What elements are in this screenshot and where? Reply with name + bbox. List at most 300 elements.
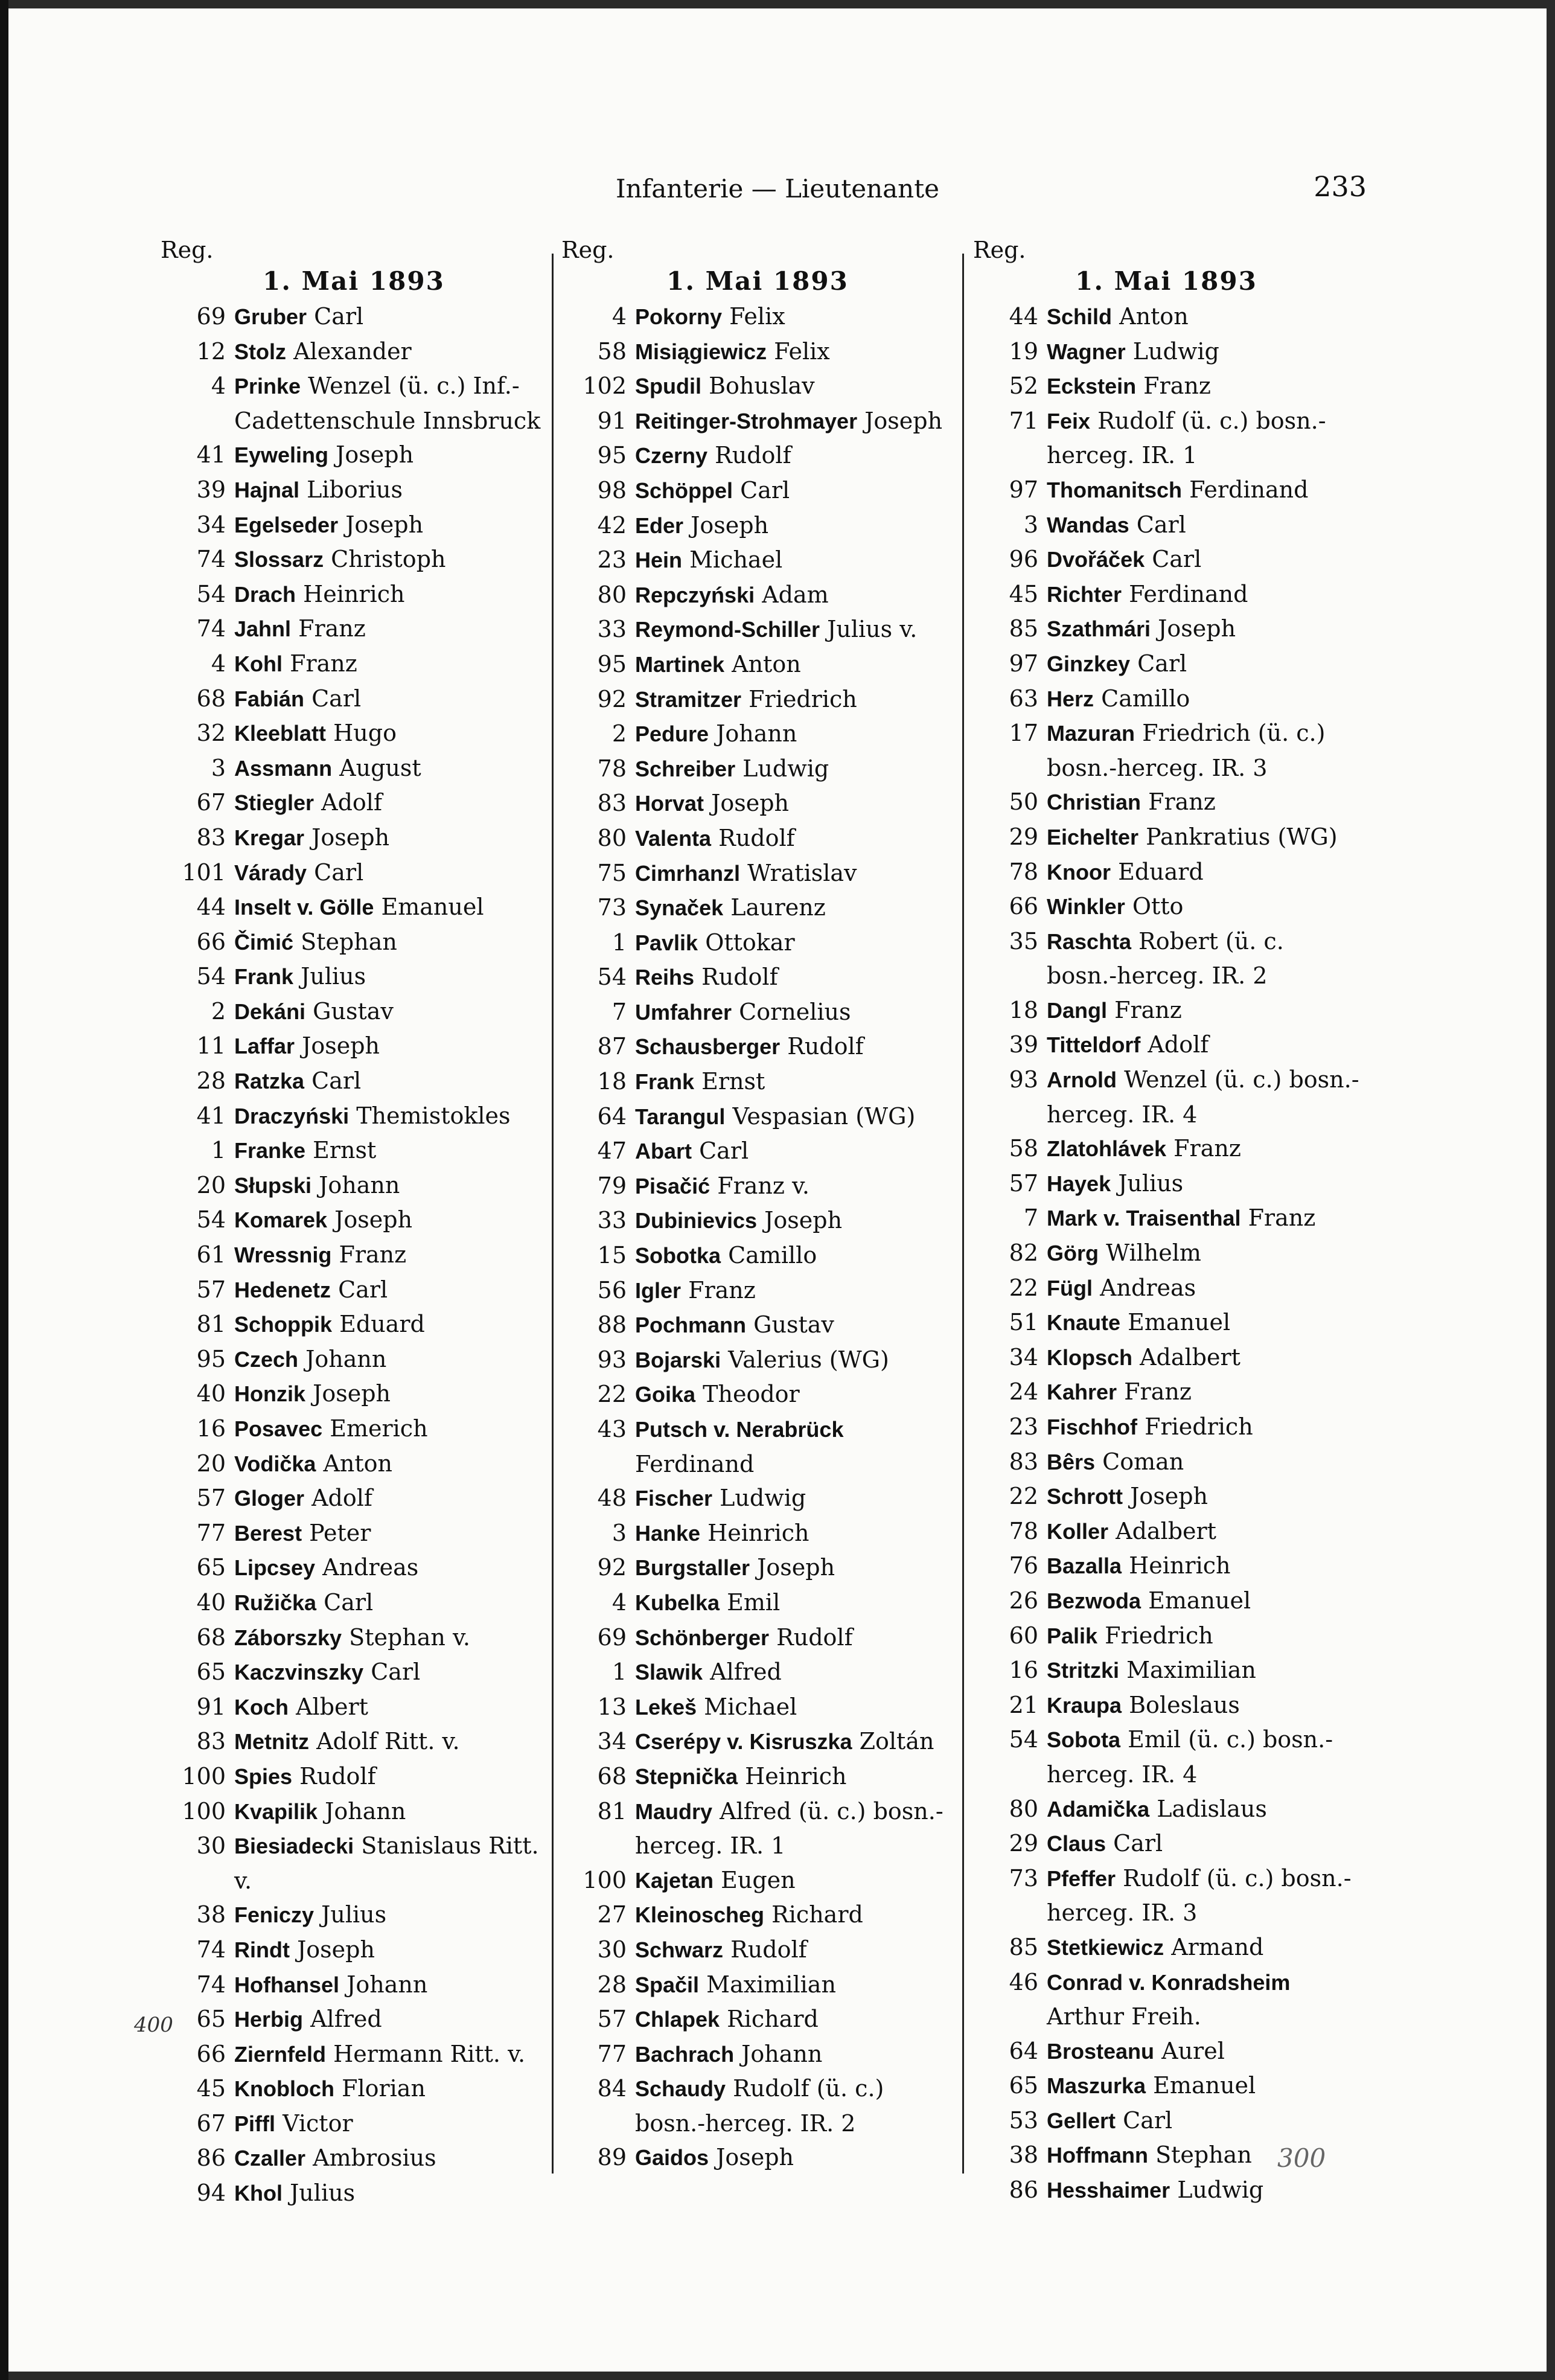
officer-name	[1047, 612, 1359, 647]
surname: Hayek	[1047, 1171, 1111, 1196]
given-name: Carl	[1136, 511, 1186, 538]
given-name: Johann	[741, 2040, 823, 2067]
regiment-number: 43	[597, 1416, 627, 1442]
surname: Horvat	[635, 791, 704, 816]
regiment-number: 65	[196, 2006, 226, 2033]
surname: Czech	[234, 1346, 299, 1372]
officer-name	[635, 1377, 954, 1412]
surname: Honzik	[234, 1381, 306, 1407]
regiment-number: 92	[597, 685, 627, 712]
list-item	[161, 1690, 547, 1725]
list-item	[973, 612, 1359, 647]
date-heading: 1. Mai 1893	[666, 266, 849, 296]
surname: Conrad v. Konradsheim	[1047, 1969, 1291, 1995]
surname: Reitinger-Strohmayer	[635, 408, 858, 433]
surname: Repczyński	[635, 582, 755, 607]
list-item	[561, 438, 954, 473]
officer-name	[635, 1169, 954, 1204]
regiment-number: 93	[1009, 1066, 1038, 1093]
date-heading: 1. Mai 1893	[1075, 266, 1257, 296]
given-name: Coman	[1102, 1448, 1184, 1475]
surname: Goika	[635, 1382, 696, 1407]
officer-name	[635, 612, 954, 647]
given-name: Alfred	[710, 1659, 782, 1686]
list-item	[973, 1584, 1359, 1619]
given-name: Heinrich	[707, 1519, 809, 1546]
list-item	[973, 889, 1359, 924]
given-name: Gustav	[313, 997, 394, 1025]
given-name: Joseph	[334, 1206, 413, 1233]
regiment-number: 96	[1009, 546, 1038, 573]
list-item	[161, 1133, 547, 1168]
list-item	[973, 1549, 1359, 1584]
officer-name	[635, 1620, 954, 1655]
regiment-number: 42	[597, 511, 627, 539]
given-name: Julius	[1118, 1169, 1184, 1197]
given-name: Rudolf	[718, 824, 795, 851]
given-name: Ferdinand	[1189, 476, 1309, 503]
surname: Berest	[234, 1520, 302, 1546]
officer-name	[234, 1690, 547, 1725]
officer-name	[635, 1933, 954, 1968]
list-item	[561, 786, 954, 821]
regiment-number: 94	[196, 2180, 226, 2207]
given-name: Andreas	[322, 1554, 419, 1581]
list-item	[973, 1445, 1359, 1480]
list-item	[561, 821, 954, 856]
surname: Feniczy	[234, 1902, 315, 1928]
regiment-number: 100	[583, 1866, 627, 1893]
regiment-number: 79	[597, 1172, 627, 1199]
surname: Jahnl	[234, 616, 292, 642]
surname: Synaček	[635, 895, 724, 921]
given-name: Florian	[342, 2075, 426, 2102]
regiment-number: 22	[1009, 1483, 1038, 1510]
list-item	[973, 993, 1359, 1028]
given-name: Maximilian	[706, 1971, 836, 1998]
officer-name	[234, 925, 547, 960]
regiment-number: 66	[196, 928, 226, 955]
surname: Brosteanu	[1047, 2038, 1155, 2064]
officer-name	[234, 2037, 547, 2072]
given-name: Joseph	[1158, 615, 1236, 642]
officer-name	[635, 1308, 954, 1343]
officer-name	[234, 1342, 547, 1377]
regiment-number: 66	[196, 2040, 226, 2067]
list-item	[973, 1514, 1359, 1549]
regiment-number: 58	[597, 337, 627, 365]
officer-name	[234, 369, 547, 438]
officer-name	[1047, 855, 1359, 890]
given-name: Johann	[319, 1171, 400, 1198]
surname: Kregar	[234, 825, 305, 850]
entry-list	[973, 299, 1359, 2208]
regiment-number: 83	[196, 1728, 226, 1755]
regiment-number: 3	[211, 754, 226, 781]
list-item	[161, 1585, 547, 1620]
list-item	[161, 682, 547, 717]
list-item	[161, 1029, 547, 1064]
list-item	[561, 1933, 954, 1968]
officer-name	[234, 1064, 547, 1099]
given-name: Emil	[727, 1588, 781, 1616]
officer-name	[635, 1794, 954, 1863]
list-item	[973, 1723, 1359, 1791]
regiment-number: 65	[196, 1659, 226, 1686]
regiment-number: 69	[196, 303, 226, 330]
officer-name	[234, 890, 547, 925]
regiment-number: 11	[196, 1032, 226, 1060]
regiment-number: 71	[1009, 407, 1038, 434]
surname: Herz	[1047, 686, 1094, 711]
regiment-number: 22	[597, 1381, 627, 1408]
list-item	[561, 2140, 954, 2175]
date-heading: 1. Mai 1893	[263, 266, 445, 296]
officer-name	[635, 508, 954, 543]
given-name: Joseph	[345, 511, 424, 538]
officer-name	[234, 994, 547, 1029]
surname: Frank	[635, 1069, 695, 1095]
officer-name	[234, 2002, 547, 2037]
given-name: Franz	[290, 650, 357, 677]
surname: Palik	[1047, 1623, 1098, 1648]
given-name: Otto	[1132, 893, 1184, 920]
officer-name	[234, 1759, 547, 1794]
given-name: Emanuel	[1148, 1587, 1251, 1614]
officer-name	[635, 682, 954, 717]
list-item	[161, 1273, 547, 1308]
surname: Kleeblatt	[234, 721, 327, 746]
officer-name	[635, 438, 954, 473]
given-name: Joseph	[302, 1032, 380, 1060]
surname: Hesshaimer	[1047, 2178, 1170, 2203]
list-item	[561, 1898, 954, 1933]
column-3	[973, 237, 1359, 2208]
given-name: Emerich	[330, 1415, 428, 1442]
regiment-number: 76	[1009, 1552, 1038, 1579]
list-item	[161, 1447, 547, 1482]
list-item	[973, 785, 1359, 820]
given-name: Victor	[283, 2110, 353, 2137]
regiment-number: 78	[597, 755, 627, 782]
officer-name	[1047, 577, 1359, 612]
officer-name	[635, 1690, 954, 1725]
regiment-number: 88	[597, 1311, 627, 1339]
regiment-number: 65	[1009, 2072, 1038, 2099]
list-item	[973, 1861, 1359, 1930]
officer-name	[1047, 1549, 1359, 1584]
surname: Mark v. Traisenthal	[1047, 1206, 1241, 1231]
given-name: Valerius (WG)	[728, 1346, 889, 1373]
officer-name	[635, 2071, 954, 2140]
regiment-number: 4	[211, 650, 226, 677]
surname: Khol	[234, 2181, 283, 2206]
given-name: Franz	[1173, 1135, 1241, 1162]
officer-name	[234, 647, 547, 682]
given-name: Richard	[771, 1901, 863, 1928]
given-name: Christoph	[331, 546, 446, 573]
list-item	[161, 542, 547, 577]
list-item	[561, 1099, 954, 1134]
regiment-number: 73	[597, 894, 627, 921]
regiment-number: 78	[1009, 858, 1038, 885]
surname: Dubinievics	[635, 1208, 758, 1233]
given-name: Laurenz	[730, 894, 826, 921]
surname: Schöppel	[635, 478, 733, 503]
given-name: Franz	[298, 615, 366, 642]
list-item	[561, 2002, 954, 2037]
regiment-number: 15	[597, 1242, 627, 1269]
regiment-number: 85	[1009, 1933, 1038, 1960]
surname: Lipcsey	[234, 1555, 316, 1581]
list-item	[161, 577, 547, 612]
regiment-number: 74	[196, 1971, 226, 1998]
officer-name	[635, 2002, 954, 2037]
list-item	[973, 1688, 1359, 1723]
regiment-number: 80	[597, 824, 627, 851]
surname: Arnold	[1047, 1067, 1117, 1093]
officer-name	[234, 1307, 547, 1342]
given-name: Friedrich (ü. c.) bosn.-herceg. IR. 3	[1047, 720, 1326, 781]
regiment-number: 23	[1009, 1413, 1038, 1440]
column-divider-1	[552, 254, 554, 2174]
officer-name	[1047, 473, 1359, 508]
list-item	[561, 1724, 954, 1759]
surname: Biesiadecki	[234, 1834, 354, 1859]
list-item	[161, 1550, 547, 1585]
list-item	[973, 2103, 1359, 2138]
regiment-number: 26	[1009, 1587, 1038, 1614]
list-item	[161, 1342, 547, 1377]
handwritten-page-note: 300	[1277, 2143, 1326, 2173]
given-name: Ludwig	[720, 1485, 806, 1512]
regiment-number: 54	[1009, 1726, 1038, 1753]
list-item	[973, 1930, 1359, 1965]
surname: Stramitzer	[635, 686, 742, 712]
officer-name	[635, 821, 954, 856]
surname: Eckstein	[1047, 374, 1137, 399]
regiment-number: 65	[196, 1554, 226, 1581]
officer-name	[234, 2176, 547, 2211]
regiment-number: 41	[196, 1102, 226, 1129]
given-name: Heinrich	[1129, 1552, 1231, 1579]
surname: Prinke	[234, 374, 301, 399]
surname: Zlatohlávek	[1047, 1136, 1167, 1162]
officer-name	[1047, 1584, 1359, 1619]
surname: Koch	[234, 1694, 289, 1719]
officer-name	[1047, 1619, 1359, 1654]
officer-name	[234, 577, 547, 612]
surname: Bezwoda	[1047, 1588, 1142, 1613]
surname: Igler	[635, 1278, 682, 1303]
officer-name	[234, 1933, 547, 1968]
regiment-number: 64	[597, 1102, 627, 1130]
surname: Herbig	[234, 2007, 304, 2032]
officer-name	[635, 1064, 954, 1099]
regiment-number: 98	[597, 476, 627, 504]
surname: Spačil	[635, 1972, 700, 1997]
officer-name	[1047, 924, 1359, 993]
regiment-number: 3	[1023, 511, 1038, 538]
given-name: Ludwig	[1132, 337, 1219, 365]
list-item	[973, 1131, 1359, 1166]
list-item	[561, 960, 954, 995]
officer-name	[234, 1898, 547, 1933]
given-name: Carl	[311, 1067, 362, 1095]
officer-name	[234, 1447, 547, 1482]
regiment-number: 82	[1009, 1240, 1038, 1267]
regiment-number: 100	[182, 1762, 226, 1790]
surname: Eichelter	[1047, 824, 1139, 849]
surname: Egelseder	[234, 512, 339, 537]
officer-name	[635, 752, 954, 787]
given-name: Carl	[311, 685, 362, 712]
list-item	[561, 1377, 954, 1412]
given-name: Rudolf (ü. c.) bosn.-herceg. IR. 3	[1047, 1864, 1352, 1927]
officer-name	[234, 438, 547, 473]
surname: Winkler	[1047, 894, 1125, 920]
regiment-number: 48	[597, 1485, 627, 1512]
surname: Fügl	[1047, 1275, 1093, 1300]
regiment-number: 41	[196, 441, 226, 469]
given-name: Zoltán	[859, 1728, 934, 1755]
regiment-number: 1	[611, 929, 627, 956]
given-name: Adam	[762, 581, 829, 608]
surname: Görg	[1047, 1241, 1099, 1266]
officer-name	[635, 960, 954, 995]
regiment-number: 40	[196, 1588, 226, 1616]
regiment-number: 89	[597, 2144, 627, 2171]
list-item	[161, 959, 547, 994]
surname: Kraupa	[1047, 1692, 1122, 1718]
given-name: Carl	[314, 303, 364, 330]
surname: Gaidos	[635, 2145, 709, 2170]
regiment-number: 83	[196, 824, 226, 851]
given-name: Hermann Ritt. v.	[333, 2040, 526, 2067]
officer-name	[234, 334, 547, 369]
regiment-number: 95	[597, 442, 627, 469]
officer-name	[1047, 716, 1359, 785]
list-item	[161, 2002, 547, 2037]
officer-name	[234, 821, 547, 856]
surname: Bêrs	[1047, 1449, 1096, 1474]
list-item	[561, 1308, 954, 1343]
regiment-number: 34	[597, 1728, 627, 1755]
surname: Várady	[234, 860, 307, 885]
officer-name	[234, 1724, 547, 1759]
regiment-number: 83	[1009, 1448, 1038, 1475]
surname: Wagner	[1047, 339, 1126, 364]
given-name: Julius	[290, 2180, 356, 2207]
surname: Dangl	[1047, 997, 1108, 1023]
regiment-number: 16	[1009, 1657, 1038, 1684]
regiment-number: 4	[611, 1588, 627, 1616]
regiment-number: 86	[196, 2145, 226, 2172]
list-item	[973, 404, 1359, 473]
running-header: Infanterie — Lieutenante	[616, 174, 939, 203]
surname: Mazuran	[1047, 721, 1135, 746]
regiment-number: 78	[1009, 1517, 1038, 1544]
given-name: Rudolf	[715, 442, 791, 469]
surname: Schoppik	[234, 1312, 333, 1337]
given-name: Adolf	[311, 1485, 372, 1512]
regiment-number: 47	[597, 1137, 627, 1165]
surname: Stiegler	[234, 790, 315, 816]
given-name: Franz	[1248, 1204, 1316, 1232]
officer-name	[234, 1655, 547, 1690]
surname: Dvořáček	[1047, 547, 1145, 572]
given-name: Ludwig	[1177, 2177, 1264, 2204]
surname: Schönberger	[635, 1625, 770, 1650]
entry-list	[161, 299, 547, 2211]
list-item	[161, 508, 547, 543]
surname: Czerny	[635, 443, 708, 469]
officer-name	[1047, 299, 1359, 334]
surname: Richter	[1047, 581, 1122, 607]
list-item	[161, 785, 547, 821]
officer-name	[234, 2141, 547, 2176]
regiment-number: 38	[1009, 2142, 1038, 2169]
officer-name	[1047, 1688, 1359, 1723]
list-item	[561, 1759, 954, 1794]
regiment-number: 67	[196, 789, 226, 816]
list-item	[161, 1168, 547, 1203]
list-item	[561, 1968, 954, 2003]
list-item	[161, 1759, 547, 1794]
list-item	[561, 299, 954, 334]
surname: Schwarz	[635, 1937, 724, 1962]
given-name: Rudolf	[730, 1936, 807, 1963]
list-item	[561, 1134, 954, 1169]
officer-name	[635, 1724, 954, 1759]
surname: Reihs	[635, 965, 695, 990]
regiment-number: 73	[1009, 1864, 1038, 1892]
given-name: Hugo	[333, 720, 397, 747]
surname: Reymond-Schiller	[635, 617, 820, 642]
officer-name	[234, 716, 547, 751]
list-item	[161, 299, 547, 334]
given-name: Franz	[339, 1241, 407, 1268]
surname: Raschta	[1047, 929, 1132, 954]
surname: Stetkiewicz	[1047, 1934, 1164, 1960]
officer-name	[1047, 2103, 1359, 2138]
regiment-number: 97	[1009, 476, 1038, 503]
regiment-number: 7	[611, 998, 627, 1025]
list-item	[561, 647, 954, 682]
regiment-number: 57	[1009, 1169, 1038, 1197]
given-name: Joseph	[711, 790, 790, 817]
list-item	[161, 1794, 547, 1829]
surname: Maudry	[635, 1799, 713, 1824]
given-name: Wenzel (ü. c.) Inf.-Cadettenschule Innsbruck	[234, 373, 541, 434]
officer-name	[1047, 334, 1359, 369]
surname: Bazalla	[1047, 1553, 1122, 1579]
list-item	[973, 820, 1359, 855]
officer-name	[1047, 1723, 1359, 1791]
given-name: Eugen	[721, 1866, 796, 1893]
officer-name	[234, 1829, 547, 1898]
list-item	[973, 1410, 1359, 1445]
regiment-number: 83	[597, 790, 627, 817]
officer-name	[635, 1516, 954, 1551]
given-name: Michael	[704, 1693, 797, 1720]
officer-name	[234, 612, 547, 647]
regiment-number: 57	[196, 1276, 226, 1303]
officer-name	[234, 1273, 547, 1308]
officer-name	[1047, 993, 1359, 1028]
officer-name	[635, 369, 954, 404]
surname: Knaute	[1047, 1310, 1121, 1336]
